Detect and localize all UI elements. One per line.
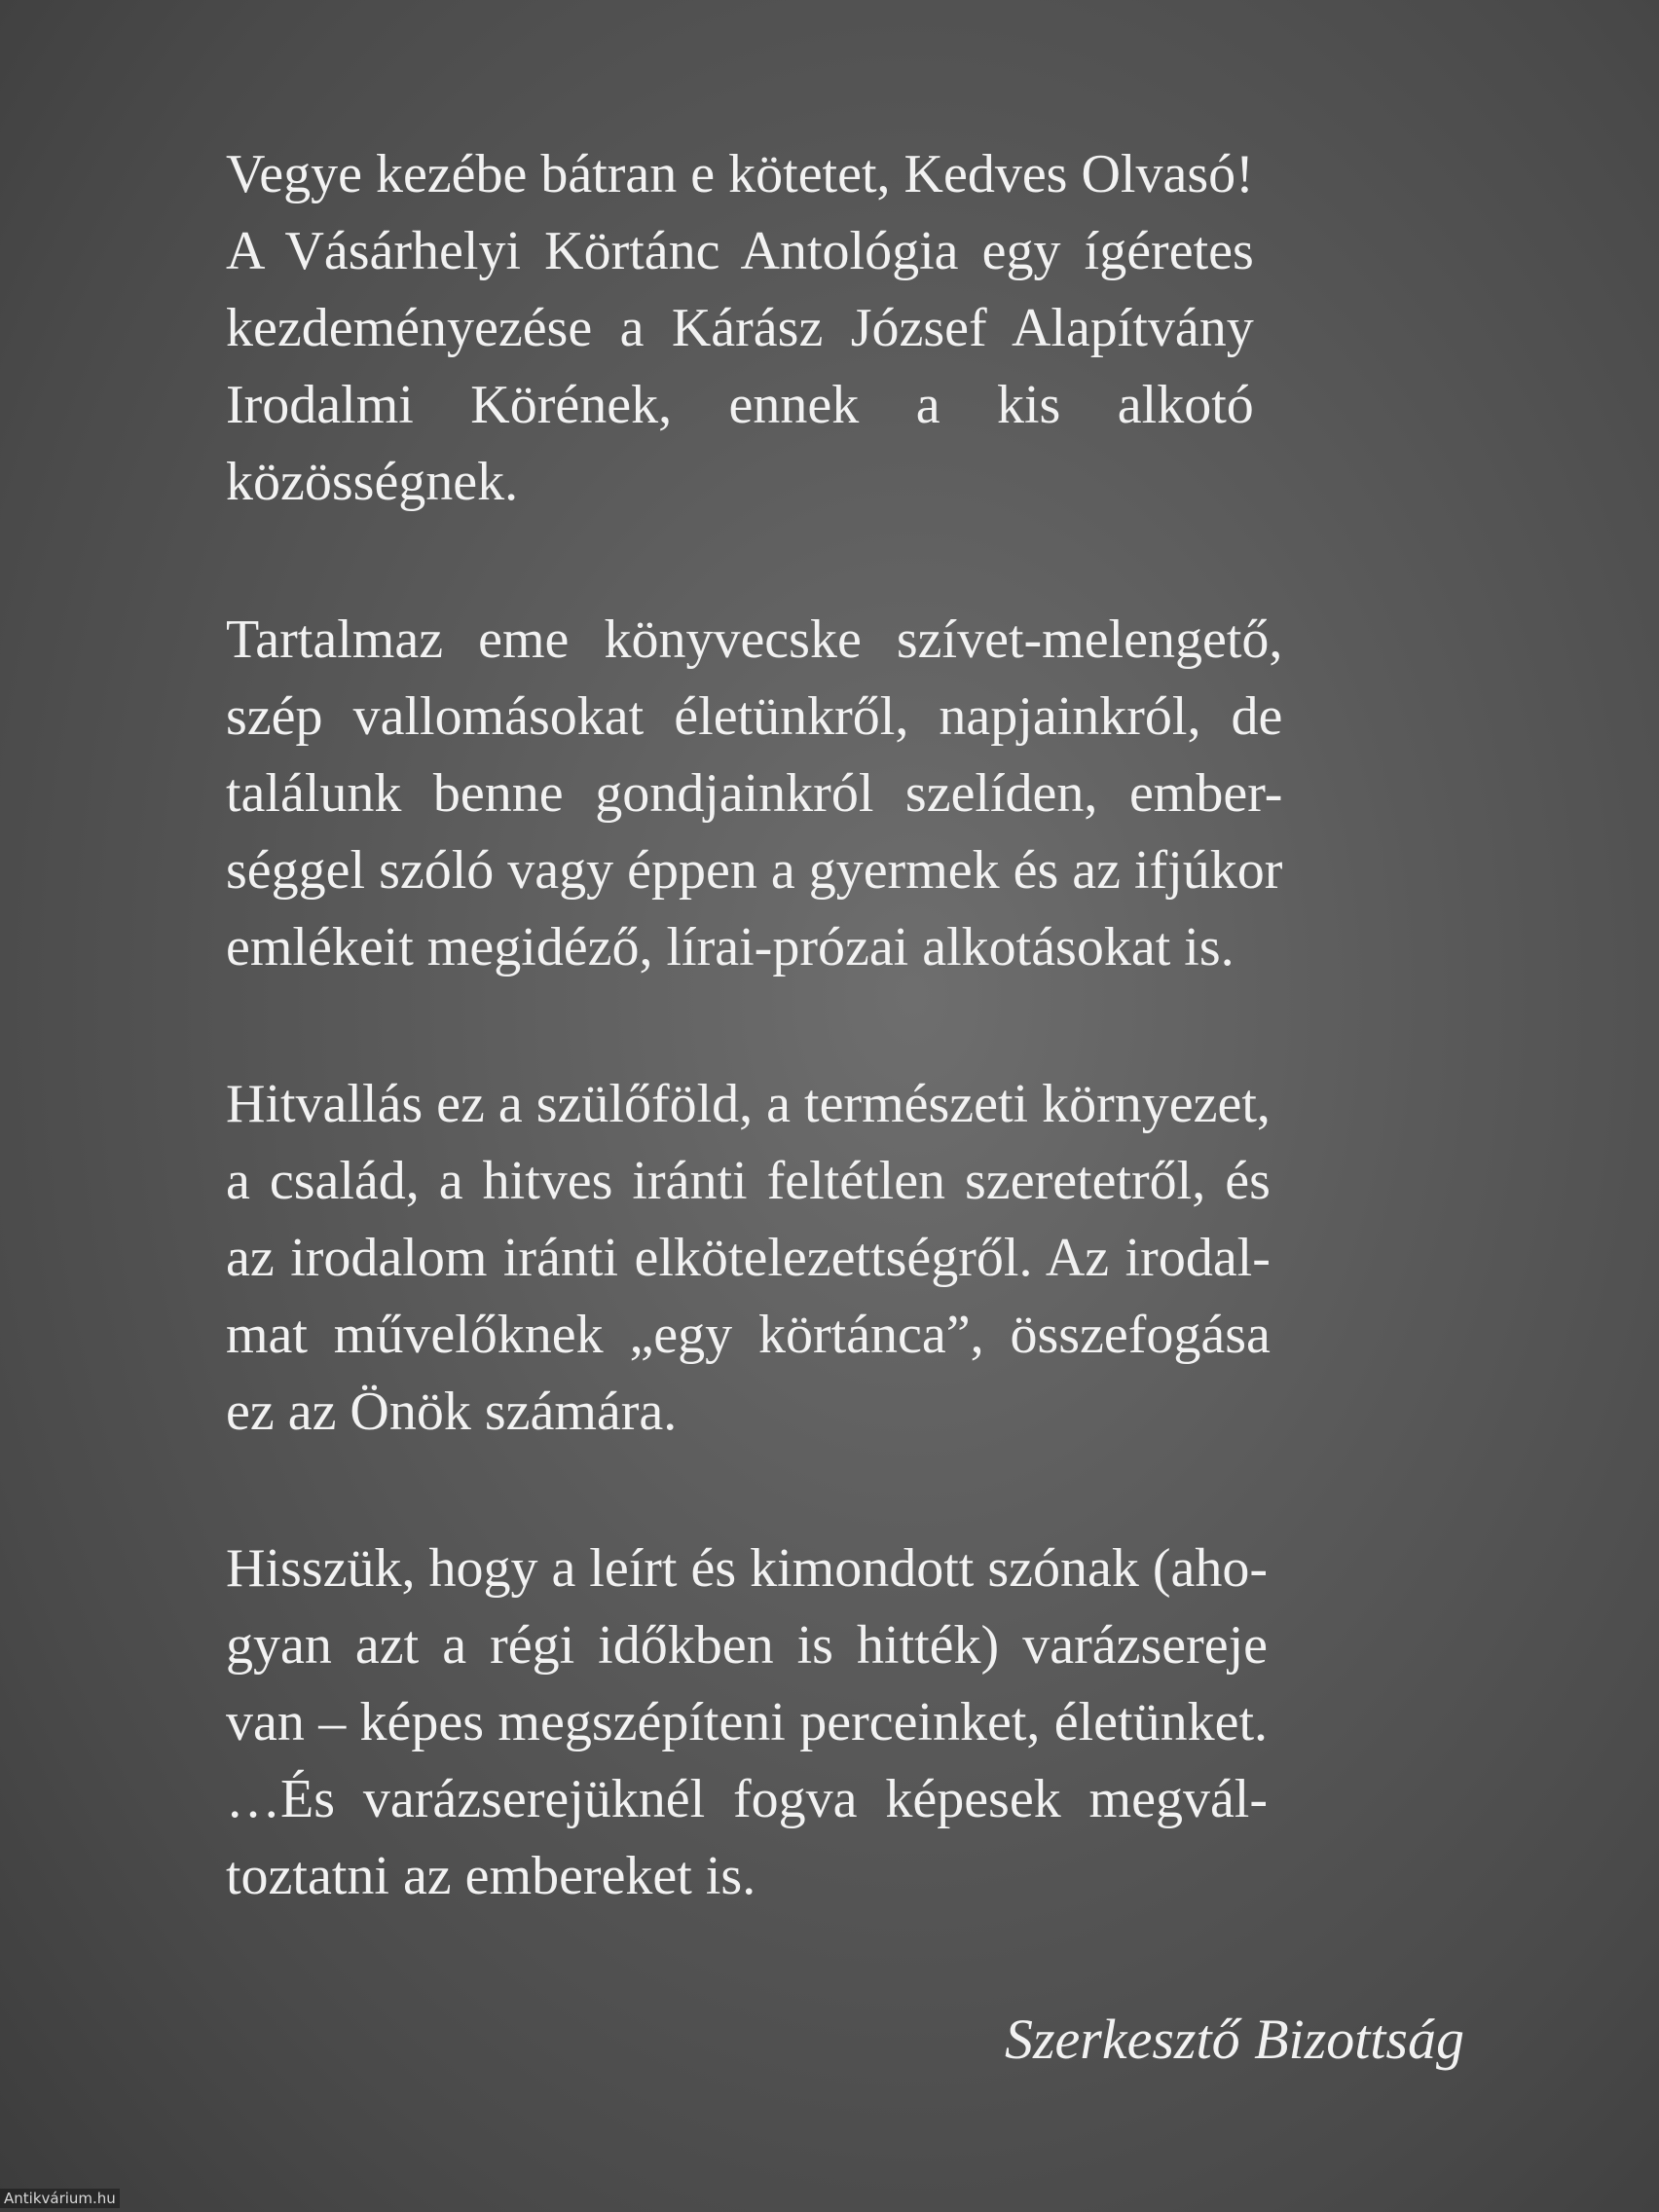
paragraph-line: Hitvallás ez a szülőföld, a természeti környezet, <box>226 1074 1271 1134</box>
paragraph-line: mat művelőknek „egy körtánca”, összefogása <box>226 1305 1271 1365</box>
signature: Szerkesztő Bizottság <box>1004 2008 1464 2071</box>
paragraph-line: Tartalmaz eme könyvecske szívet-melengető, <box>226 609 1283 670</box>
paragraph-line: Hisszük, hogy a leírt és kimondott szónak (aho- <box>226 1538 1269 1599</box>
paragraph-line: ez az Önök számára. <box>226 1382 678 1442</box>
paragraph-3 <box>226 1066 1271 1451</box>
paragraph-line: szép vallomásokat életünkről, napjainkról, de <box>226 686 1283 747</box>
paragraph-line: közösségnek. <box>226 452 519 512</box>
paragraph-line: …És varázserejüknél fogva képesek megvál- <box>226 1769 1269 1829</box>
paragraph-line: toztatni az embereket is. <box>226 1846 756 1906</box>
paragraph-line: séggel szóló vagy éppen a gyermek és az ifjúkor <box>226 840 1283 901</box>
paragraph-line: kezdeményezése a Kárász József Alapítvány <box>226 298 1254 358</box>
watermark: Antikvárium.hu <box>0 2189 120 2208</box>
paragraph-line: emlékeit megidéző, lírai-prózai alkotásokat is. <box>226 917 1235 977</box>
paragraph-line: Irodalmi Körének, ennek a kis alkotó <box>226 375 1254 435</box>
paragraph-line: A Vásárhelyi Körtánc Antológia egy ígéretes <box>226 221 1254 281</box>
paragraph-line: Vegye kezébe bátran e kötetet, Kedves Olvasó! <box>226 144 1254 204</box>
paragraph-line: találunk benne gondjainkról szelíden, ember- <box>226 763 1283 824</box>
paragraph-line: gyan azt a régi időkben is hitték) varázsereje <box>226 1615 1269 1676</box>
paragraph-line: az irodalom iránti elkötelezettségről. Az irodal- <box>226 1228 1271 1288</box>
paragraph-2 <box>226 602 1282 986</box>
paragraph-line: a család, a hitves iránti feltétlen szeretetről, és <box>226 1151 1271 1211</box>
paragraph-line: van – képes megszépíteni perceinket, életünket. <box>226 1692 1269 1752</box>
paragraph-4 <box>226 1530 1268 1915</box>
paragraph-1 <box>226 136 1254 521</box>
